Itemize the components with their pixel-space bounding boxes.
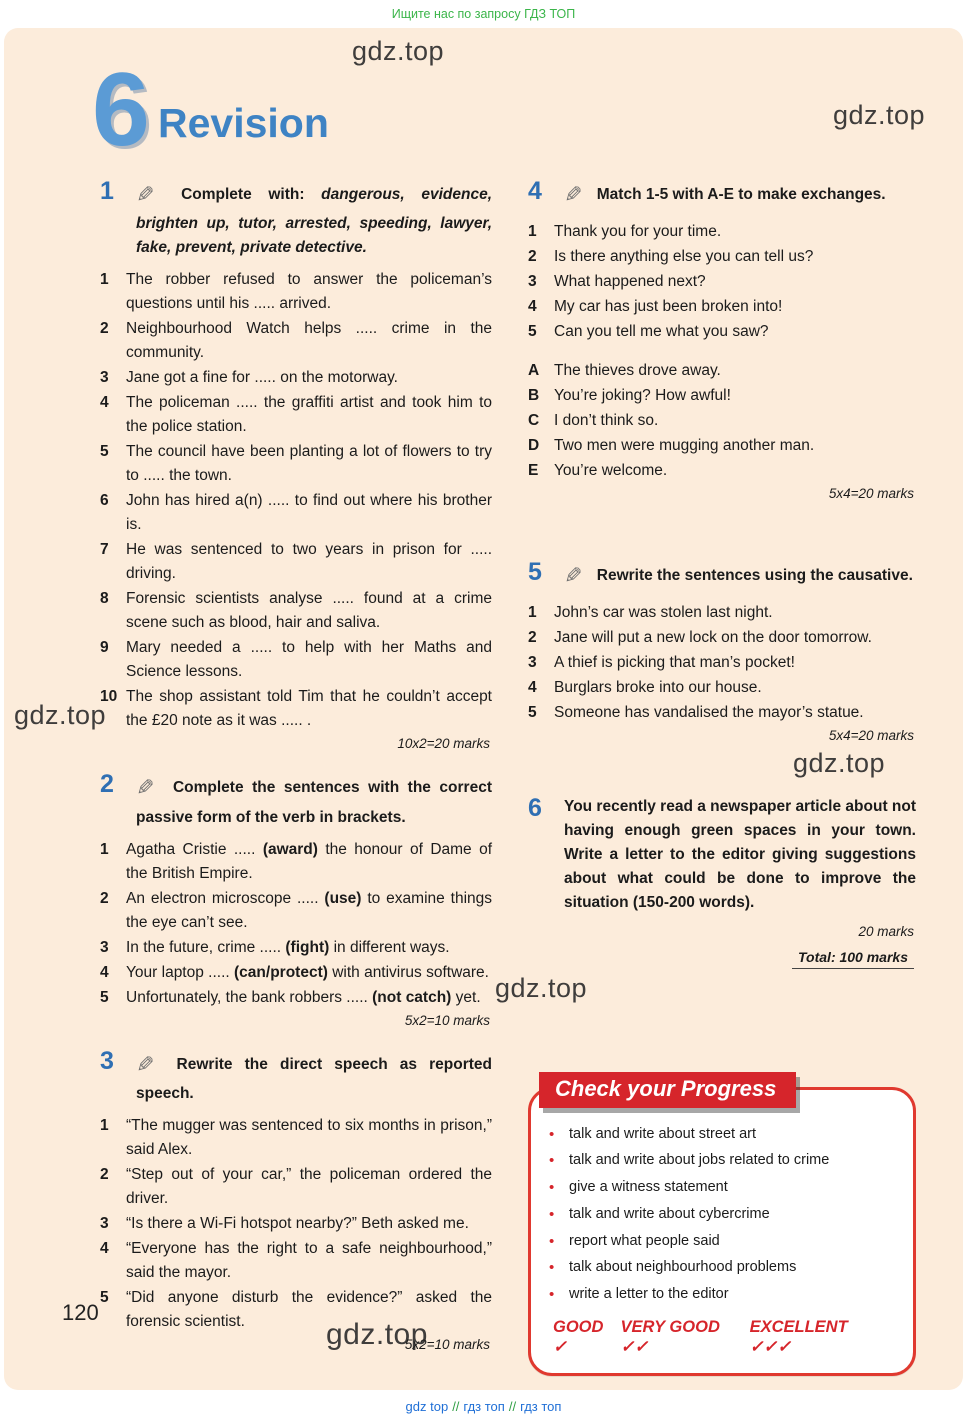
item-number: 1 (100, 1116, 109, 1134)
exercise-item (100, 961, 492, 985)
item-number: 4 (528, 679, 537, 697)
progress-item-text: talk and write about jobs related to crime (569, 1152, 830, 1169)
progress-item-text: give a witness statement (569, 1179, 728, 1195)
item-text: Neighbourhood Watch helps ..... crime in the community. (126, 320, 492, 362)
progress-item-text: report what people said (569, 1232, 720, 1249)
item-text: Agatha Cristie ..... (award) the honour of Dame of the British Empire. (126, 840, 492, 882)
exercise-number: 2 (100, 770, 114, 799)
marks-label: 5x4=20 marks (828, 728, 914, 744)
exercise-item (100, 1237, 492, 1285)
item-text: What happened next? (554, 273, 706, 291)
page-title: Revision (158, 100, 329, 146)
item-letter: C (528, 412, 540, 430)
watermark: gdz.top (495, 973, 588, 1003)
progress-item (549, 1124, 895, 1146)
item-text: Can you tell me what you saw? (554, 323, 769, 341)
exercise-4 (528, 178, 916, 501)
exercise-3 (100, 1048, 492, 1352)
check-your-progress-title: Check your Progress (539, 1072, 796, 1108)
rating-very-good: VERY GOOD ✓✓ (620, 1317, 720, 1356)
check-icon: ✓ (553, 1337, 567, 1356)
exercise-item (528, 270, 916, 294)
exercise-5 (528, 559, 916, 743)
exercise-item (100, 887, 492, 935)
progress-item (549, 1284, 895, 1306)
item-number: 5 (528, 323, 537, 341)
bullet-icon: • (549, 1286, 555, 1303)
exercise-item (528, 701, 916, 725)
watermark: gdz.top (833, 100, 926, 130)
exercise-item (528, 434, 916, 458)
footer-separator: // (508, 1399, 517, 1414)
item-text: You’re joking? How awful! (554, 387, 731, 405)
exercise-instruction (564, 559, 916, 593)
exercise-item (100, 391, 492, 439)
item-text: Someone has vandalised the mayor’s statue. (554, 704, 864, 722)
exercise-item (100, 489, 492, 537)
exercise-item (100, 1114, 492, 1162)
exercise-item (100, 317, 492, 365)
item-number: 4 (100, 394, 109, 412)
item-text: Unfortunately, the bank robbers ..... (not catch) yet. (126, 988, 481, 1006)
instruction-text: Rewrite the direct speech as reported speech. (136, 1055, 493, 1102)
pencil-icon: ✎ (564, 182, 583, 207)
exercise-item (100, 587, 492, 635)
item-number: 2 (528, 629, 537, 647)
exercise-instruction (564, 178, 916, 212)
footer-separator: // (452, 1399, 460, 1414)
instruction-bold: Complete with: (181, 186, 305, 203)
item-text: “Is there a Wi-Fi hotspot nearby?” Beth asked me. (126, 1214, 469, 1232)
pencil-icon: ✎ (136, 775, 155, 801)
item-number: 1 (100, 840, 109, 858)
item-number: 5 (100, 443, 109, 461)
marks-label: 5x4=20 marks (828, 486, 914, 502)
instruction-text: Match 1-5 with A-E to make exchanges. (596, 186, 886, 203)
exercise-items-lettered (528, 359, 916, 483)
item-text: The robber refused to answer the policeman’s questions until his ..... arrived. (126, 271, 492, 313)
item-number: 2 (100, 320, 109, 338)
item-text: My car has just been broken into! (554, 298, 783, 316)
exercise-item (100, 366, 492, 390)
item-number: 3 (528, 273, 537, 291)
exercise-item (528, 409, 916, 433)
marks-label: 5x2=10 marks (404, 1336, 490, 1352)
exercise-6 (528, 795, 916, 968)
exercise-item (100, 685, 492, 733)
exercise-item (100, 838, 492, 886)
item-number: 1 (528, 604, 537, 622)
exercise-item (100, 1212, 492, 1236)
item-text: Burglars broke into our house. (554, 679, 762, 697)
item-text: I don’t think so. (554, 412, 659, 430)
item-text: Jane got a fine for ..... on the motorway. (126, 369, 398, 387)
progress-item-text: talk and write about street art (569, 1125, 756, 1142)
bullet-icon: • (549, 1232, 555, 1250)
item-text: In the future, crime ..... (fight) in different ways. (126, 938, 450, 956)
exercise-number: 6 (528, 794, 542, 823)
instruction-text: Rewrite the sentences using the causative. (596, 567, 913, 585)
item-text: “Did anyone disturb the evidence?” asked the forensic scientist. (126, 1288, 492, 1330)
item-number: 5 (100, 1288, 109, 1306)
bullet-icon: • (549, 1205, 555, 1223)
item-letter: D (528, 437, 540, 455)
page-number: 120 (62, 1300, 99, 1325)
item-text: Is there anything else you can tell us? (554, 248, 814, 266)
marks-label: 20 marks (858, 923, 914, 939)
exercise-item (100, 1163, 492, 1211)
item-text: The shop assistant told Tim that he couldn’t accept the £20 note as it was ..... . (126, 688, 492, 730)
bullet-icon: • (549, 1152, 555, 1170)
rating-good: GOOD ✓ (553, 1317, 604, 1356)
exercise-item (100, 636, 492, 684)
item-letter: A (528, 362, 540, 380)
item-text: “Everyone has the right to a safe neighbourhood,” said the mayor. (126, 1239, 492, 1281)
total-marks-label: Total: 100 marks (792, 947, 914, 969)
marks-label: 5x2=10 marks (404, 1012, 490, 1028)
exercise-item (528, 601, 916, 625)
footer (0, 1399, 967, 1414)
item-number: 5 (100, 988, 109, 1006)
item-text: An electron microscope ..... (use) to examine things the eye can’t see. (126, 889, 492, 931)
exercise-item (100, 538, 492, 586)
item-number: 1 (100, 271, 109, 289)
item-number: 3 (100, 1214, 109, 1232)
unit-number: 6 (92, 52, 150, 168)
exercise-1 (100, 178, 492, 751)
exercise-number: 5 (528, 558, 542, 587)
watermark: gdz.top (326, 1318, 428, 1351)
exercise-item (100, 440, 492, 488)
right-column (528, 178, 916, 1376)
watermark: gdz.top (14, 700, 107, 730)
instruction-text: Complete the sentences with the correct passive form of the verb in brackets. (136, 779, 492, 826)
marks-label: 10x2=20 marks (397, 736, 490, 752)
exercise-number: 3 (100, 1046, 114, 1075)
exercise-item (528, 320, 916, 344)
item-text: Jane will put a new lock on the door tomorrow. (554, 629, 872, 647)
exercise-item (100, 268, 492, 316)
check-icon: ✓✓✓ (749, 1337, 792, 1356)
exercise-items (100, 268, 492, 733)
bullet-icon: • (549, 1125, 555, 1143)
item-number: 6 (100, 492, 109, 510)
exercise-item (528, 384, 916, 408)
rating-excellent: EXCELLENT ✓✓✓ (749, 1317, 848, 1356)
progress-item-text: write a letter to the editor (569, 1286, 729, 1302)
item-number: 3 (100, 369, 109, 387)
item-letter: E (528, 462, 539, 480)
item-number: 5 (528, 704, 537, 722)
footer-link[interactable]: gdz top (405, 1399, 449, 1414)
check-icon: ✓✓ (620, 1337, 649, 1356)
item-text: Forensic scientists analyse ..... found at a crime scene such as blood, hair and saliva. (126, 590, 492, 632)
watermark: gdz.top (352, 36, 445, 66)
exercise-item (528, 245, 916, 269)
exercise-instruction (136, 771, 492, 829)
item-text: The thieves drove away. (554, 362, 721, 380)
exercise-item (100, 1286, 492, 1334)
pencil-icon: ✎ (136, 182, 155, 207)
exercise-items (528, 601, 916, 725)
top-note: Ищите нас по запросу ГДЗ ТОП (391, 7, 576, 21)
item-text: The policeman ..... the graffiti artist and took him to the police station. (126, 394, 492, 436)
exercise-item (528, 220, 916, 244)
writing-task-text: You recently read a newspaper article about not having enough green spaces in your town. Write a letter to the editor giving suggestions about what could be done to improve the situation (150-200 words). (564, 798, 917, 912)
item-letter: B (528, 387, 540, 405)
bullet-icon: • (549, 1259, 555, 1277)
exercise-item (528, 459, 916, 483)
item-text: Mary needed a ..... to help with her Maths and Science lessons. (126, 639, 492, 681)
item-text: John’s car was stolen last night. (554, 604, 773, 622)
exercise-number: 1 (100, 177, 114, 205)
progress-item-text: talk and write about cybercrime (569, 1205, 770, 1222)
item-text: “The mugger was sentenced to six months in prison,” said Alex. (126, 1116, 492, 1158)
exercise-item (528, 295, 916, 319)
progress-item (549, 1204, 895, 1226)
item-number: 2 (528, 248, 537, 266)
item-number: 7 (100, 541, 109, 559)
exercise-items (100, 838, 492, 1010)
item-number: 10 (100, 688, 118, 706)
footer-link[interactable]: гдз топ (520, 1399, 562, 1414)
progress-ratings (553, 1318, 891, 1357)
watermark: gdz.top (793, 748, 886, 778)
bullet-icon: • (549, 1179, 555, 1196)
item-number: 4 (100, 963, 109, 981)
left-column (100, 178, 492, 1372)
progress-item-text: talk about neighbourhood problems (569, 1259, 797, 1276)
exercise-item (528, 676, 916, 700)
item-number: 3 (528, 654, 537, 672)
item-text: The council have been planting a lot of flowers to try to ..... the town. (126, 443, 492, 485)
exercise-instruction (136, 1048, 492, 1106)
pencil-icon: ✎ (136, 1051, 155, 1077)
item-number: 2 (100, 1165, 109, 1183)
exercise-item (528, 651, 916, 675)
exercise-2 (100, 771, 492, 1027)
exercise-instruction (136, 178, 492, 260)
exercise-item (528, 626, 916, 650)
item-number: 4 (528, 298, 537, 316)
exercise-items-numbered (528, 220, 916, 344)
check-your-progress-box (528, 1075, 916, 1376)
item-number: 8 (100, 590, 109, 608)
item-text: He was sentenced to two years in prison for ..... driving. (126, 541, 492, 583)
item-number: 4 (100, 1239, 109, 1257)
progress-item (549, 1150, 895, 1172)
pencil-icon: ✎ (564, 563, 583, 589)
item-number: 1 (528, 223, 537, 241)
exercise-items (100, 1114, 492, 1334)
exercise-item (100, 936, 492, 960)
item-number: 2 (100, 889, 109, 907)
progress-item (549, 1231, 895, 1253)
item-text: Thank you for your time. (554, 223, 722, 241)
progress-item (549, 1177, 895, 1199)
progress-item (549, 1257, 895, 1279)
item-text: Two men were mugging another man. (554, 437, 815, 455)
instruction-wordbank: dangerous, evidence, brighten up, tutor, arrested, speeding, lawyer, fake, prevent, private detective. (136, 186, 493, 257)
item-text: “Step out of your car,” the policeman ordered the driver. (126, 1165, 492, 1207)
item-text: John has hired a(n) ..... to find out where his brother is. (126, 492, 492, 534)
item-text: A thief is picking that man’s pocket! (554, 654, 795, 672)
item-number: 3 (100, 938, 109, 956)
footer-link[interactable]: гдз топ (463, 1399, 505, 1414)
exercise-item (100, 986, 492, 1010)
exercise-number: 4 (528, 177, 542, 205)
item-number: 9 (100, 639, 109, 657)
item-text: You’re welcome. (554, 462, 668, 480)
item-text: Your laptop ..... (can/protect) with antivirus software. (126, 963, 489, 981)
exercise-item (528, 359, 916, 383)
